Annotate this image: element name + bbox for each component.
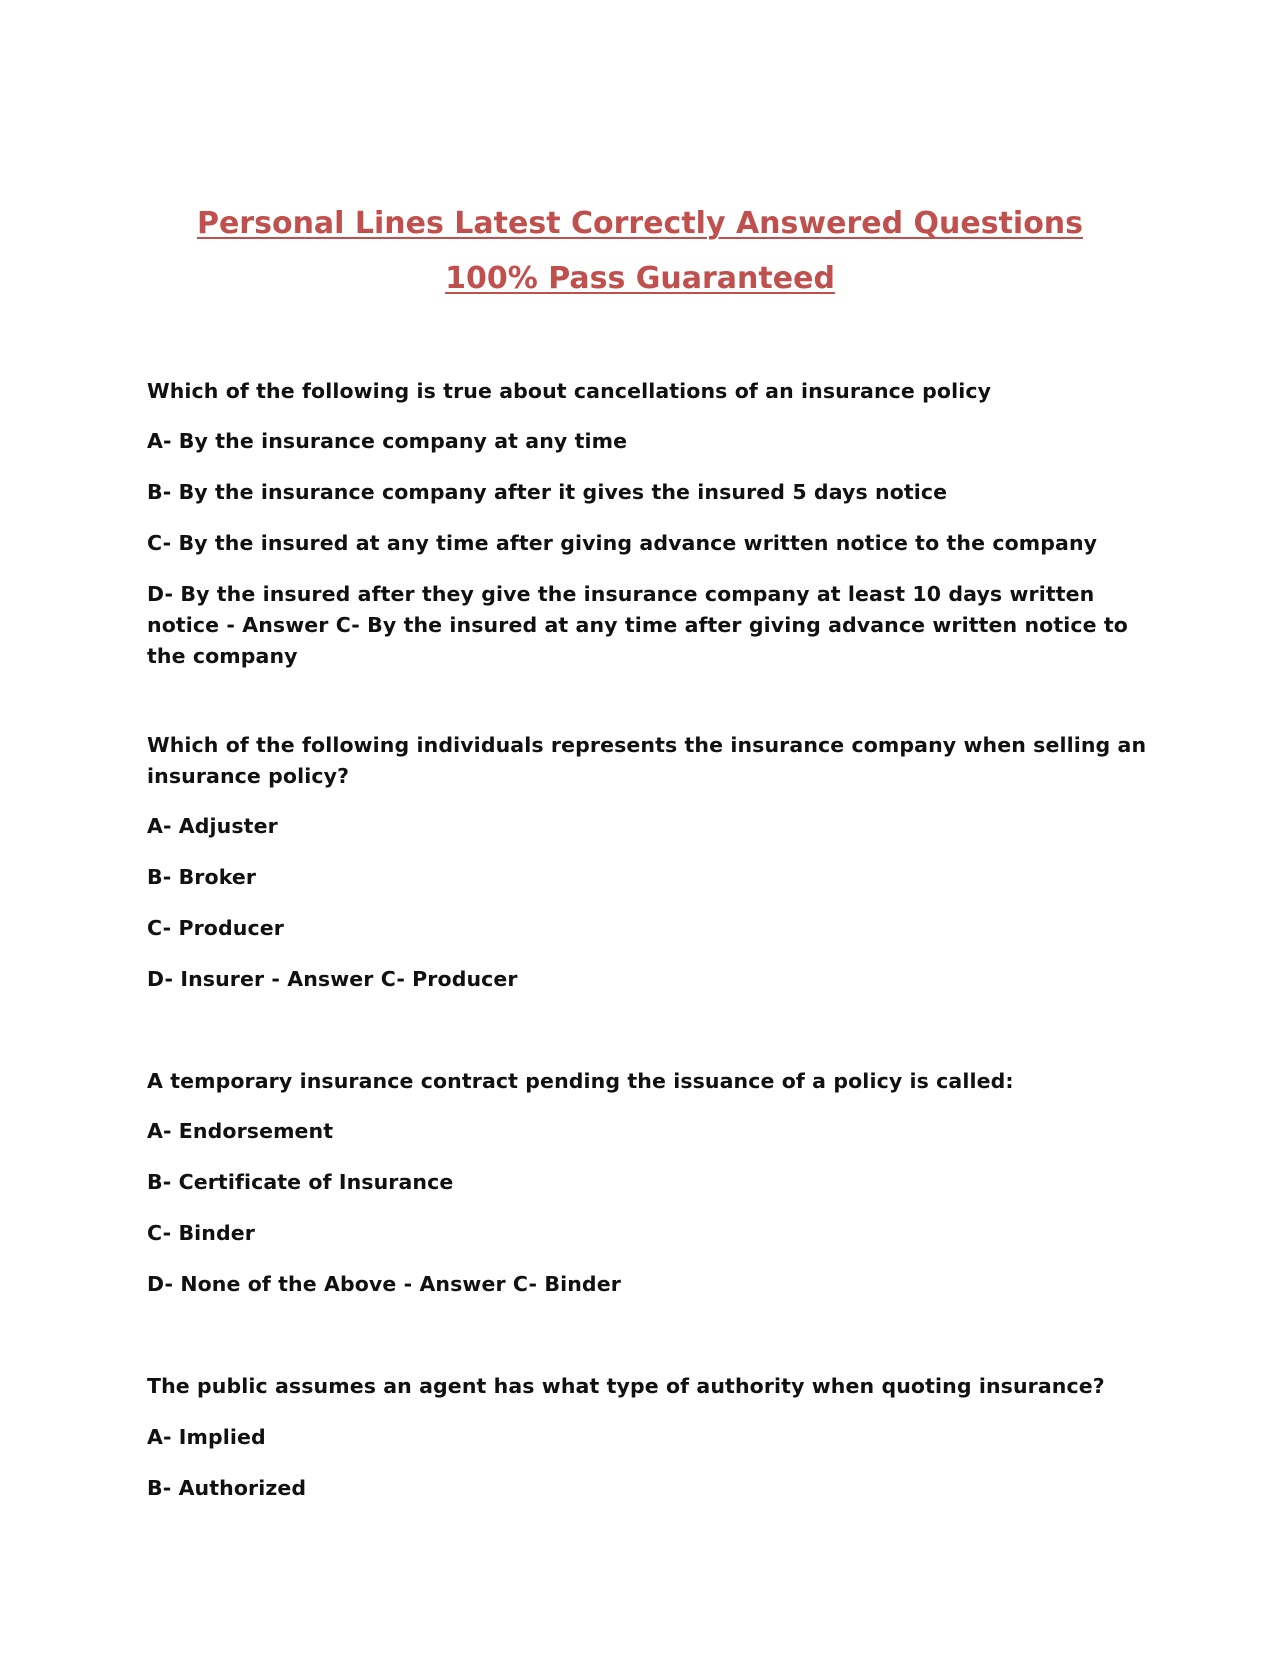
answer-option-with-answer: D- Insurer - Answer C- Producer: [147, 967, 518, 991]
question-block-2: [147, 730, 1147, 995]
question-text: A temporary insurance contract pending the issuance of a policy is called:: [147, 1069, 1014, 1093]
answer-option: A- By the insurance company at any time: [147, 429, 628, 453]
answer-option: C- Producer: [147, 916, 284, 940]
answer-option-with-answer: D- None of the Above - Answer C- Binder: [147, 1272, 621, 1296]
answer-option: B- Certificate of Insurance: [147, 1170, 454, 1194]
title-line-2: 100% Pass Guaranteed: [445, 261, 835, 296]
answer-option-with-answer: D- By the insured after they give the insurance company at least 10 days written notice - Answer C- By the insured at any time after giving advance written notice to the company: [147, 582, 1128, 668]
question-text: Which of the following is true about cancellations of an insurance policy: [147, 379, 992, 403]
answer-option: A- Implied: [147, 1425, 266, 1449]
answer-option: A- Adjuster: [147, 814, 278, 838]
answer-option: B- By the insurance company after it gives the insured 5 days notice: [147, 480, 948, 504]
answer-option: B- Authorized: [147, 1476, 307, 1500]
question-block-1: [147, 376, 1147, 672]
title-line-1: Personal Lines Latest Correctly Answered Questions: [196, 206, 1084, 241]
question-block-3: [147, 1066, 1147, 1300]
answer-option: C- Binder: [147, 1221, 255, 1245]
answer-option: A- Endorsement: [147, 1119, 334, 1143]
answer-option: C- By the insured at any time after giving advance written notice to the company: [147, 531, 1098, 555]
answer-option: B- Broker: [147, 865, 257, 889]
question-list: [147, 376, 1147, 1575]
page-title: [140, 196, 1140, 306]
question-block-4: [147, 1371, 1147, 1504]
question-text: The public assumes an agent has what type of authority when quoting insurance?: [147, 1374, 1105, 1398]
question-text: Which of the following individuals represents the insurance company when selling an insurance policy?: [147, 733, 1147, 788]
